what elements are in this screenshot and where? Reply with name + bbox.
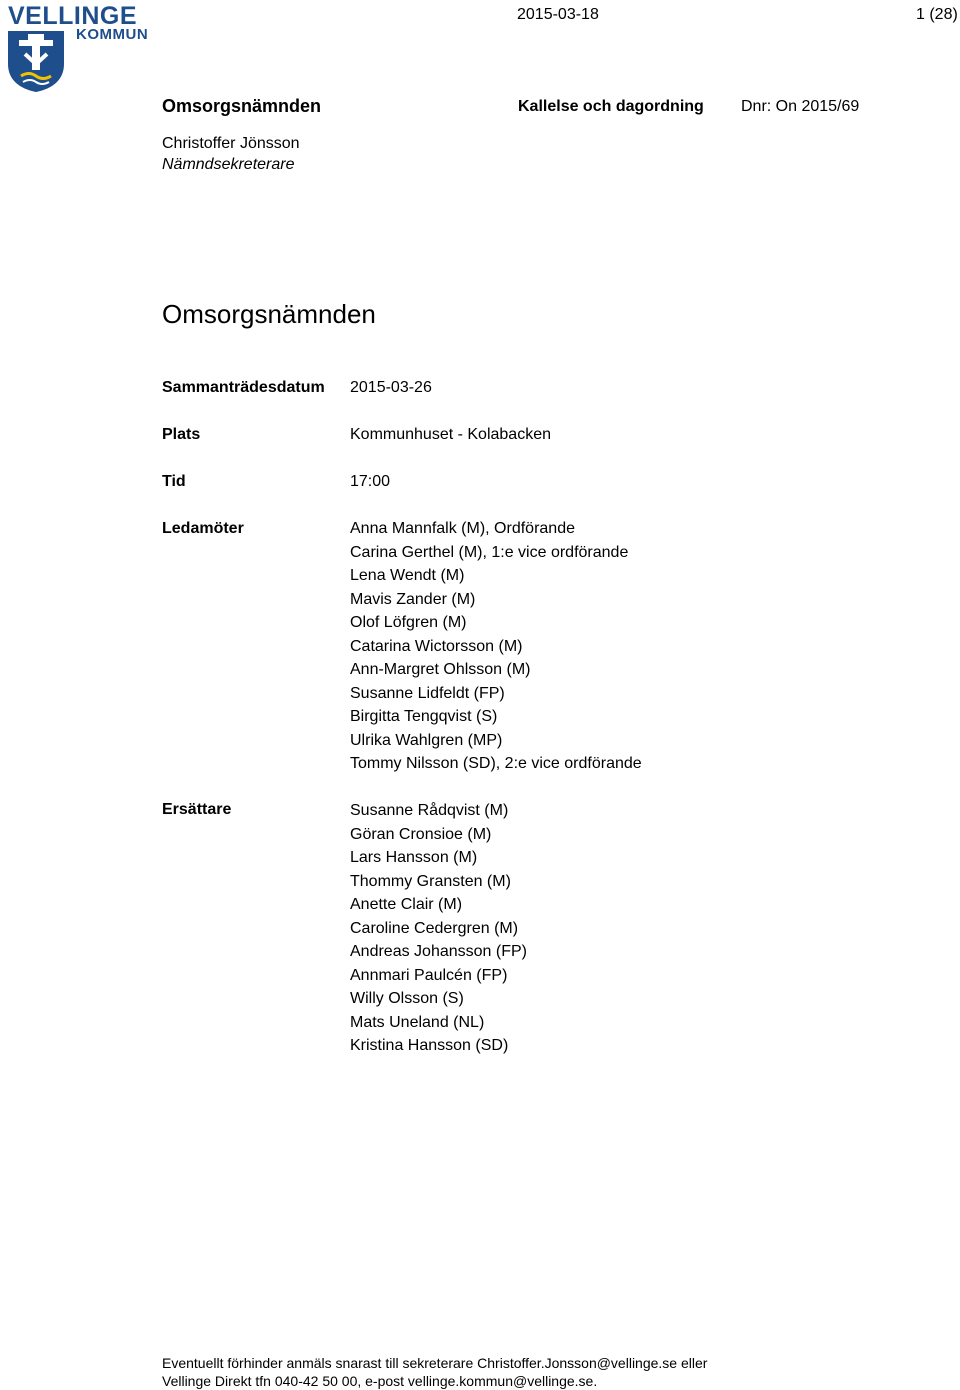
substitute-item: Willy Olsson (S) (350, 990, 464, 1007)
member-item: Ann-Margret Ohlsson (M) (350, 661, 531, 678)
substitute-item: Mats Uneland (NL) (350, 1013, 485, 1031)
vellinge-kommun-logo (6, 2, 154, 94)
member-item: Birgitta Tengqvist (S) (350, 708, 498, 725)
member-item: Susanne Lidfeldt (FP) (350, 684, 505, 702)
substitute-item: Anette Clair (M) (350, 896, 463, 913)
footer-notice-line1: Eventuellt förhinder anmäls snarast till sekreterare Christoffer.Jonsson@vellinge.se eller (162, 1355, 708, 1371)
document-type: Kallelse och dagordning (518, 98, 704, 115)
substitute-item: Kristina Hansson (SD) (350, 1037, 509, 1054)
page-number: 1 (28) (916, 6, 958, 23)
member-item: Tommy Nilsson (SD), 2:e vice ordförande (350, 755, 642, 772)
substitute-item: Göran Cronsioe (M) (350, 825, 492, 843)
member-item: Olof Löfgren (M) (350, 614, 467, 631)
member-item: Lena Wendt (M) (350, 567, 465, 584)
substitute-item: Susanne Rådqvist (M) (350, 802, 509, 819)
meeting-place-value: Kommunhuset - Kolabacken (350, 426, 551, 443)
substitute-item: Thommy Gransten (M) (350, 872, 511, 890)
substitute-item: Caroline Cedergren (M) (350, 919, 519, 937)
substitute-item: Annmari Paulcén (FP) (350, 966, 508, 984)
document-date: 2015-03-18 (517, 6, 599, 23)
meeting-time-label: Tid (162, 473, 186, 490)
coat-of-arms-icon (7, 30, 65, 92)
diary-number: Dnr: On 2015/69 (741, 98, 860, 115)
member-item: Carina Gerthel (M), 1:e vice ordförande (350, 543, 629, 561)
meeting-place-label: Plats (162, 426, 201, 443)
logo-word-vellinge: VELLINGE (8, 2, 138, 30)
substitute-item: Andreas Johansson (FP) (350, 943, 527, 960)
sender-role: Nämndsekreterare (162, 156, 295, 173)
meeting-date-value: 2015-03-26 (350, 379, 432, 396)
meeting-time-value: 17:00 (350, 473, 391, 490)
members-label: Ledamöter (162, 520, 244, 537)
member-item: Ulrika Wahlgren (MP) (350, 731, 503, 749)
sender-name: Christoffer Jönsson (162, 135, 300, 152)
footer-notice-line2: Vellinge Direkt tfn 040-42 50 00, e-post vellinge.kommun@vellinge.se. (162, 1373, 598, 1389)
members-list (350, 517, 642, 776)
organization-name: Omsorgsnämnden (162, 96, 322, 116)
substitutes-list (350, 799, 527, 1058)
substitutes-label: Ersättare (162, 801, 232, 818)
page-title: Omsorgsnämnden (162, 299, 376, 329)
meeting-date-label: Sammanträdesdatum (162, 379, 325, 396)
member-item: Mavis Zander (M) (350, 590, 476, 608)
member-item: Anna Mannfalk (M), Ordförande (350, 520, 575, 537)
member-item: Catarina Wictorsson (M) (350, 637, 523, 655)
logo-word-kommun: KOMMUN (76, 26, 149, 43)
substitute-item: Lars Hansson (M) (350, 849, 478, 866)
